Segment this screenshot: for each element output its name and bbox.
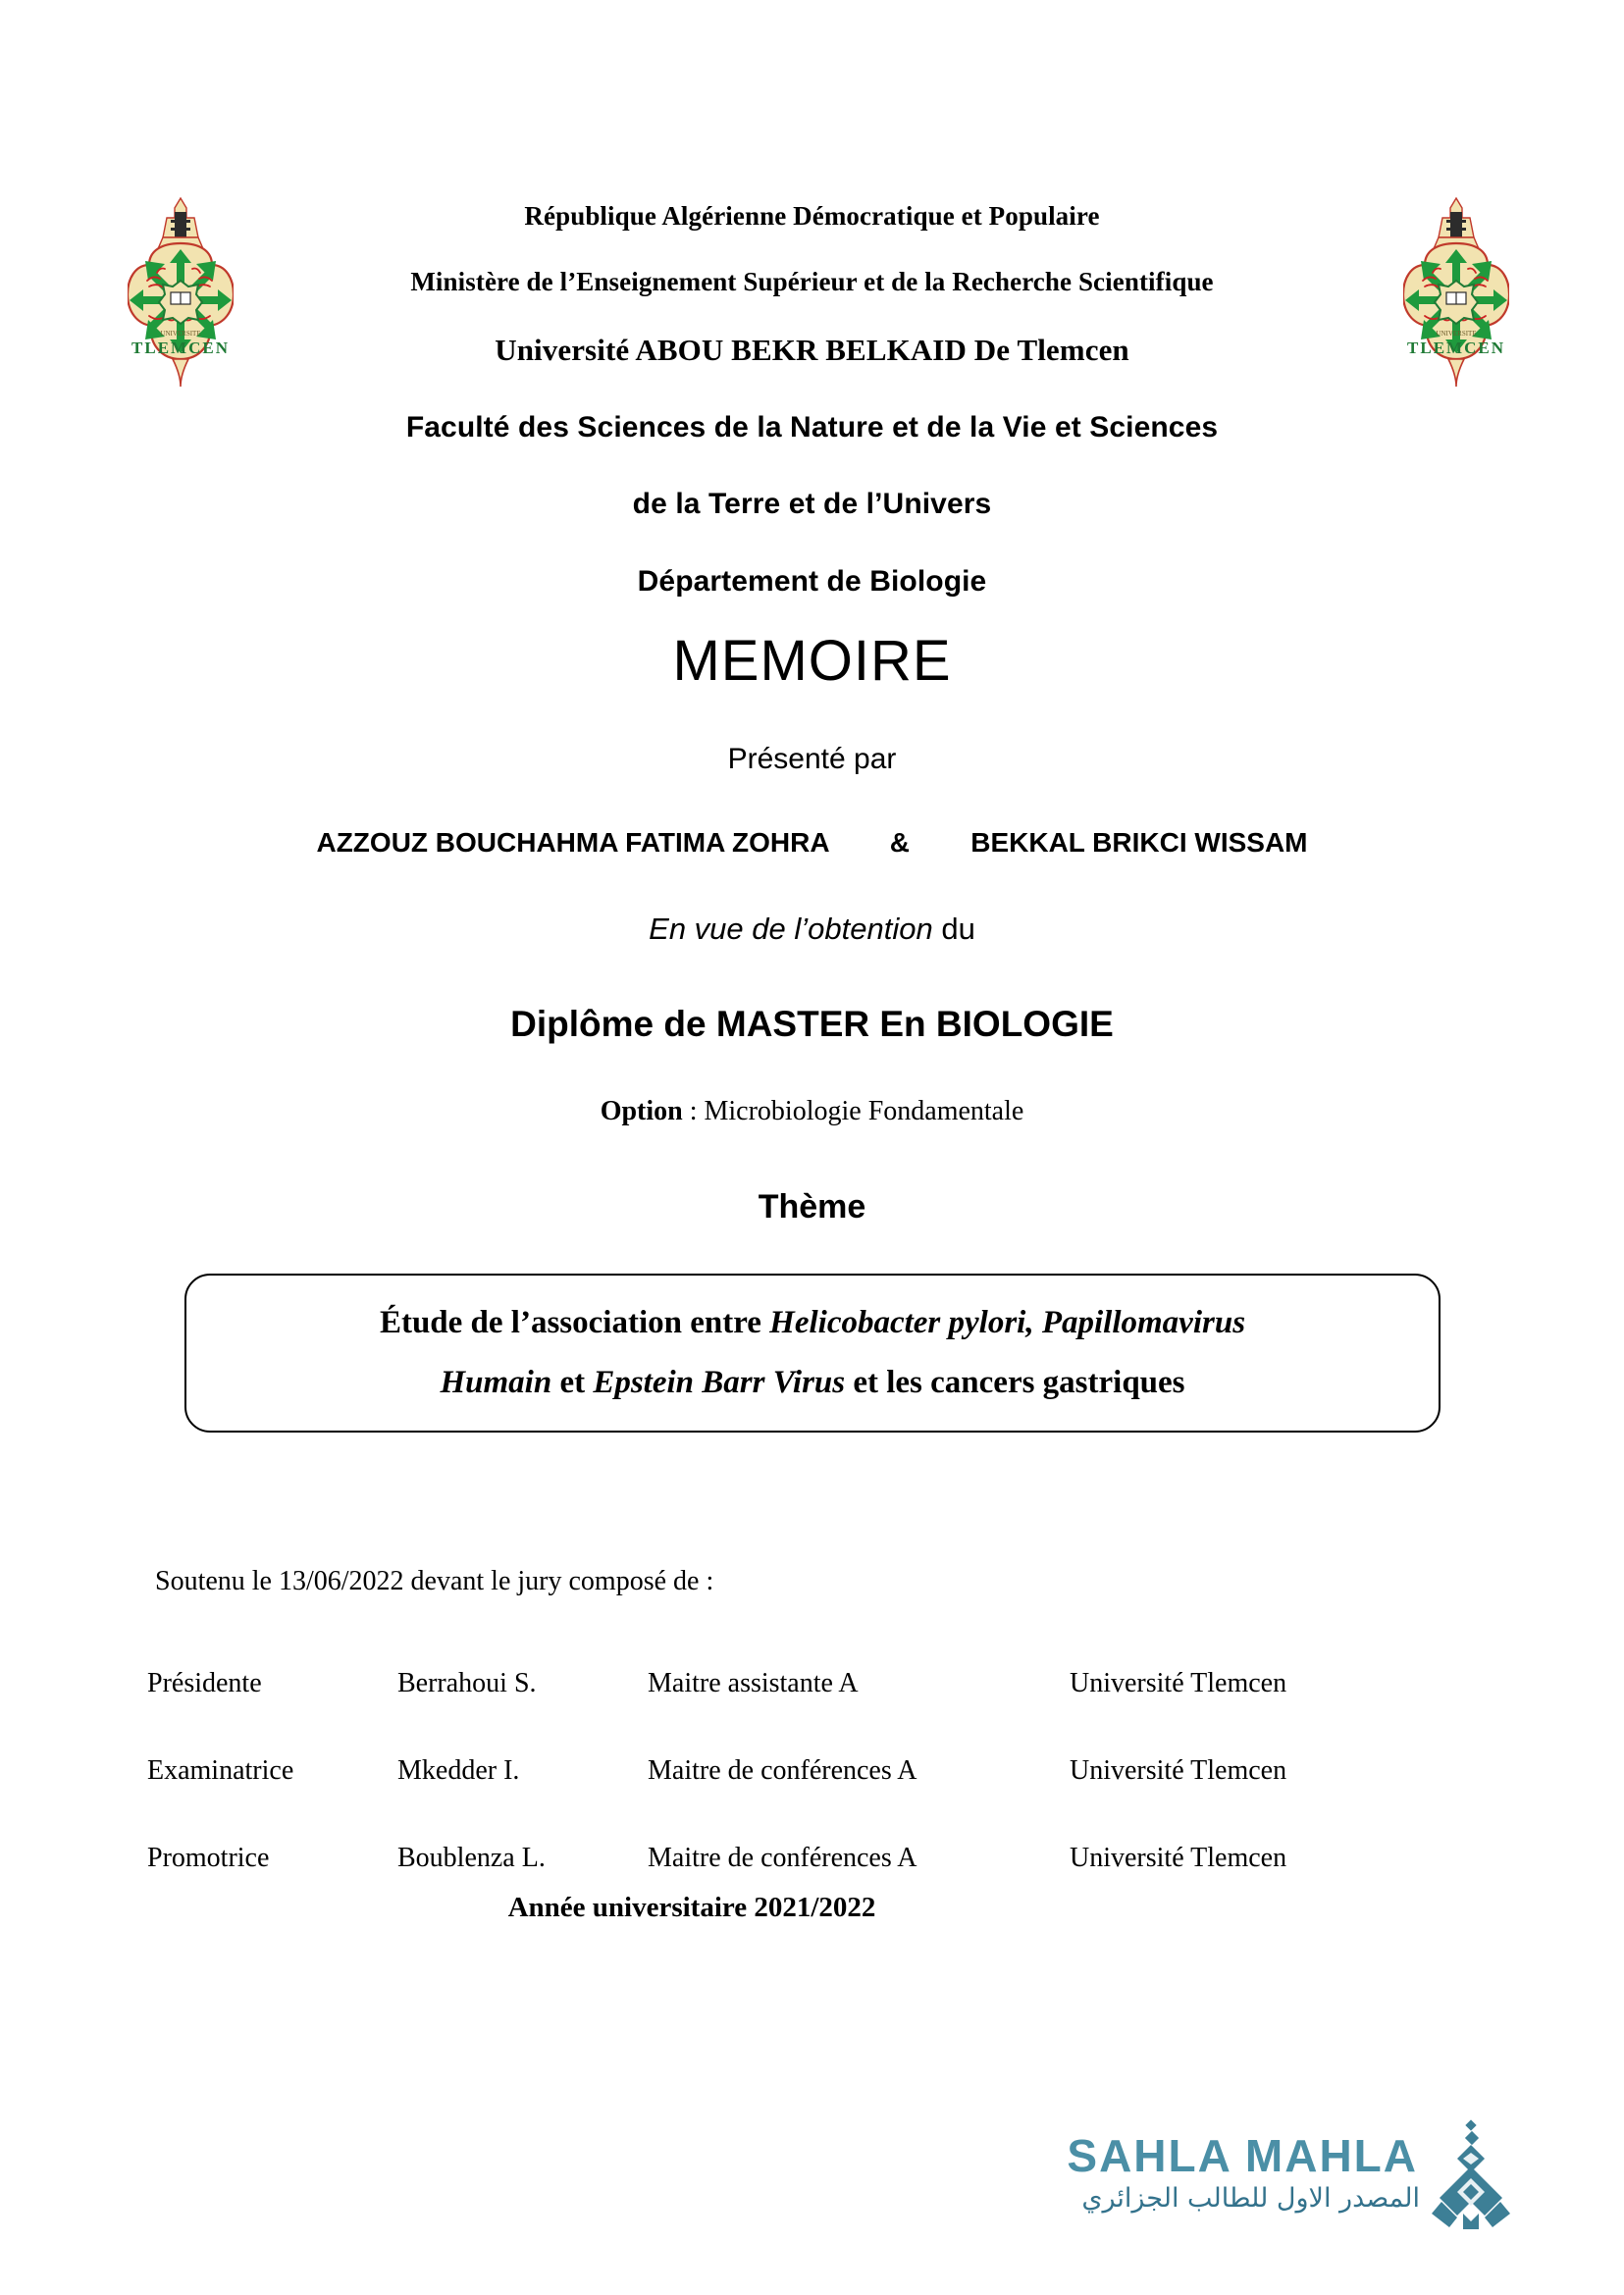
title-part-2d: et les cancers gastriques xyxy=(845,1365,1185,1400)
jury-name: Mkedder I. xyxy=(397,1755,520,1786)
jury-table xyxy=(147,1668,1374,1930)
jury-role: Présidente xyxy=(147,1668,262,1698)
theme-label: Thème xyxy=(758,1188,866,1226)
title-part-1b: Helicobacter pylori, Papillomavirus xyxy=(769,1305,1246,1340)
emblem-caption: TLEMCEN xyxy=(131,339,230,357)
header-republic: République Algérienne Démocratique et Populaire xyxy=(524,201,1100,231)
purpose-emphasis: En vue de l’obtention xyxy=(649,912,933,946)
title-part-2b: et xyxy=(551,1365,594,1400)
jury-institution: Université Tlemcen xyxy=(1070,1755,1287,1786)
jury-institution: Université Tlemcen xyxy=(1070,1668,1287,1698)
jury-grade: Maitre de conférences A xyxy=(648,1843,917,1873)
sahla-mahla-mark-icon xyxy=(1424,2119,1514,2235)
document-type-memoire: MEMOIRE xyxy=(672,629,952,693)
header-ministry: Ministère de l’Enseignement Supérieur et de la Recherche Scientifique xyxy=(410,267,1214,297)
option-value: : Microbiologie Fondamentale xyxy=(682,1096,1024,1126)
emblem-overline: UNIVERSITE xyxy=(160,330,201,338)
title-part-1a: Étude de l’association entre xyxy=(379,1305,770,1340)
academic-year: Année universitaire 2021/2022 xyxy=(507,1892,876,1923)
sahla-mahla-wordmark: SAHLA MAHLA xyxy=(1067,2130,1418,2181)
jury-grade: Maitre assistante A xyxy=(648,1668,859,1698)
degree-line: Diplôme de MASTER En BIOLOGIE xyxy=(510,1004,1114,1044)
thesis-main-block xyxy=(128,628,1496,1268)
emblem-overline: UNIVERSITE xyxy=(1436,330,1477,338)
jury-institution: Université Tlemcen xyxy=(1070,1843,1287,1873)
university-emblem-right xyxy=(1403,196,1509,397)
jury-grade: Maitre de conférences A xyxy=(648,1755,917,1786)
defense-intro: Soutenu le 13/06/2022 devant le jury composé de : xyxy=(155,1566,714,1596)
institution-header xyxy=(240,201,1384,599)
title-part-2a: Humain xyxy=(440,1365,552,1400)
header-faculty-2: de la Terre et de l’Univers xyxy=(632,488,992,521)
table-row xyxy=(147,1755,1374,1843)
purpose-line xyxy=(128,912,1496,947)
jury-role: Promotrice xyxy=(147,1843,270,1873)
sahla-mahla-tagline: المصدر الاول للطالب الجزائري xyxy=(1081,2183,1420,2214)
thesis-title-line-2 xyxy=(440,1367,1184,1399)
jury-name: Boublenza L. xyxy=(397,1843,546,1873)
thesis-title-line-1 xyxy=(380,1307,1245,1339)
header-faculty-1: Faculté des Sciences de la Nature et de la Vie et Sciences xyxy=(405,410,1219,443)
table-row xyxy=(147,1668,1374,1755)
header-department: Département de Biologie xyxy=(637,564,987,598)
authors-line: AZZOUZ BOUCHAHMA FATIMA ZOHRA & BEKKAL BRIKCI WISSAM xyxy=(316,827,1308,858)
presented-by-label: Présenté par xyxy=(727,743,897,775)
emblem-caption: TLEMCEN xyxy=(1407,339,1505,357)
university-emblem-left xyxy=(128,196,234,397)
sahla-mahla-logo xyxy=(1065,2119,1526,2257)
jury-name: Berrahoui S. xyxy=(397,1668,537,1698)
purpose-suffix: du xyxy=(932,912,975,946)
jury-role: Examinatrice xyxy=(147,1755,294,1786)
option-line xyxy=(128,1096,1496,1127)
title-part-2c: Epstein Barr Virus xyxy=(593,1365,846,1400)
header-university: Université ABOU BEKR BELKAID De Tlemcen xyxy=(495,333,1129,368)
option-label: Option xyxy=(600,1096,683,1126)
thesis-title-box xyxy=(184,1274,1441,1433)
